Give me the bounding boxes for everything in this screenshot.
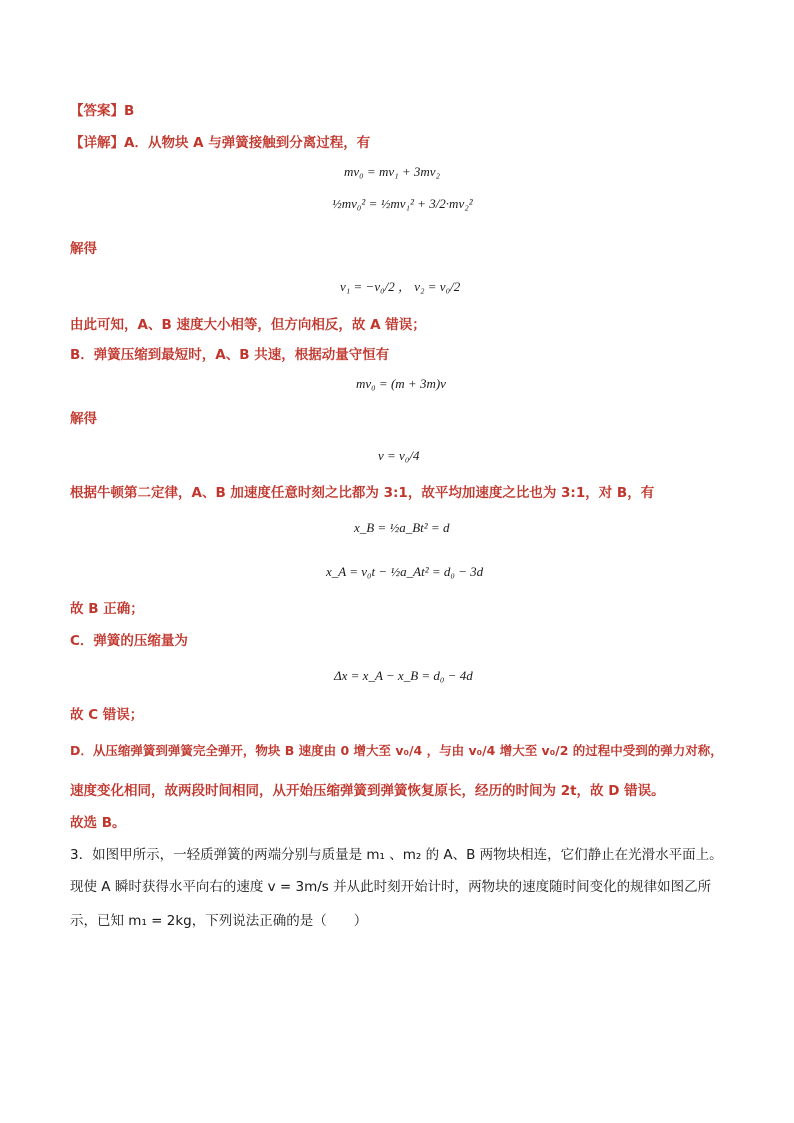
equation-momentum-text: mv₀ = mv₁ + 3mv₂ — [344, 164, 441, 179]
solve-label-2: 解得 — [70, 411, 97, 427]
equation-v — [378, 448, 419, 464]
answer-line — [70, 102, 134, 120]
detail-B-conclusion: 故 B 正确； — [70, 601, 144, 617]
answer-label: 【答案】 — [70, 103, 124, 119]
equation-xB-text: x_B = ½a_Bt² = d — [354, 520, 450, 535]
equation-v1-v2-text: v₁ = −v₀/2 ， v₂ = v₀/2 — [340, 279, 461, 294]
detail-B-intro: B．弹簧压缩到最短时，A、B 共速，根据动量守恒有 — [70, 347, 390, 363]
equation-momentum — [344, 164, 440, 180]
question3-line3: 示，已知 m₁ = 2kg，下列说法正确的是（ ） — [70, 913, 368, 929]
question3-line1: 3．如图甲所示，一轻质弹簧的两端分别与质量是 m₁ 、m₂ 的 A、B 两物块相连，它们静止在光滑水平面上。 — [70, 847, 723, 863]
equation-v1-v2 — [340, 276, 460, 295]
detail-A-conclusion: 由此可知，A、B 速度大小相等，但方向相反，故 A 错误； — [70, 317, 426, 333]
detail-A-intro — [70, 134, 370, 152]
answer-value: B — [124, 103, 135, 119]
equation-compression — [334, 668, 473, 684]
equation-energy-text: ½mv₀² = ½mv₁² + 3/2·mv₂² — [332, 196, 473, 211]
equation-energy — [332, 196, 473, 212]
detail-C-conclusion: 故 C 错误； — [70, 707, 144, 723]
equation-compression-text: Δx = x_A − x_B = d₀ − 4d — [334, 668, 473, 683]
equation-xB — [354, 520, 449, 536]
detail-B-newton: 根据牛顿第二定律，A、B 加速度任意时刻之比都为 3:1，故平均加速度之比也为 3:1，对 B，有 — [70, 485, 655, 501]
detail-A-text: A．从物块 A 与弹簧接触到分离过程，有 — [124, 135, 371, 151]
equation-xA-text: x_A = v₀t − ½a_At² = d₀ − 3d — [326, 564, 484, 579]
detail-D-line1: D．从压缩弹簧到弹簧完全弹开，物块 B 速度由 0 增大至 v₀/4 ，与由 v₀/4 增大至 v₀/2 的过程中受到的弹力对称， — [70, 743, 723, 758]
detail-label: 【详解】 — [70, 135, 124, 151]
equation-xA — [326, 564, 483, 580]
question3-line2: 现使 A 瞬时获得水平向右的速度 v = 3m/s 并从此时刻开始计时，两物块的速度随时间变化的规律如图乙所 — [70, 879, 712, 895]
equation-v-text: v = v₀/4 — [378, 448, 420, 463]
equation-common-velocity — [356, 376, 446, 392]
solve-label-1: 解得 — [70, 241, 97, 257]
detail-D-line2: 速度变化相同，故两段时间相同，从开始压缩弹簧到弹簧恢复原长，经历的时间为 2t，故 D 错误。 — [70, 783, 665, 799]
detail-C-intro: C．弹簧的压缩量为 — [70, 633, 188, 649]
final-answer: 故选 B。 — [70, 815, 126, 831]
equation-common-velocity-text: mv₀ = (m + 3m)v — [356, 376, 446, 391]
